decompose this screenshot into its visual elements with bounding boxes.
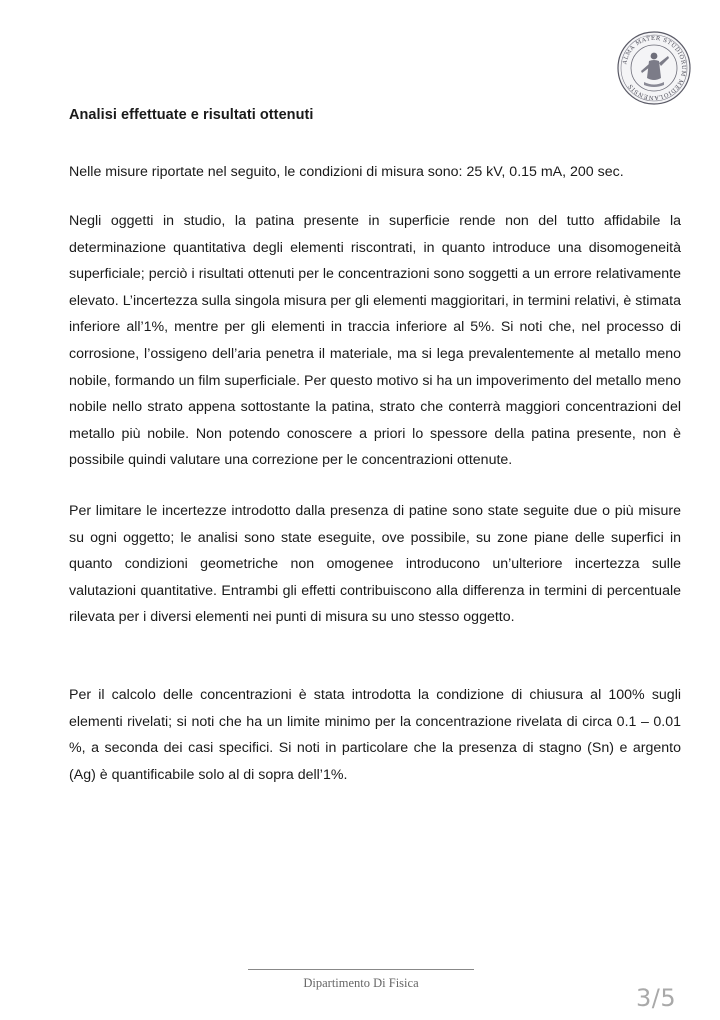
measurement-conditions: Nelle misure riportate nel seguito, le condizioni di misura sono: 25 kV, 0.15 mA, 200 sec.	[69, 164, 624, 180]
paragraph-text: Per il calcolo delle concentrazioni è stata introdotta la condizione di chiusura al 100% sugli elementi rivelati; si noti che ha un limite minimo per la concentrazione rivelata di circa 0.1 – 0.01 %, a seconda dei casi specifici. Si noti in particolare che la presenza di stagno (Sn) e argento (Ag) è quantificabile solo al di sopra dell’1%.	[69, 687, 681, 783]
footer-department: Dipartimento Di Fisica	[303, 976, 419, 990]
paragraph-1	[69, 208, 681, 474]
footer-divider	[248, 969, 474, 970]
paragraph-text: Negli oggetti in studio, la patina presente in superficie rende non del tutto affidabile la determinazione quantitativa degli elementi riscontrati, in quanto introduce una disomogeneità superficiale; perciò i risultati ottenuti per le concentrazioni sono soggetti a un errore relativamente elevato. L’incertezza sulla singola misura per gli elementi maggioritari, in termini relativi, è stimata inferiore all’1%, mentre per gli elementi in traccia inferiore al 5%. Si noti che, nel processo di corrosione, l’ossigeno dell’aria penetra il materiale, ma si lega prevalentemente al metallo meno nobile, formando un film superficiale. Per questo motivo si ha un impoverimento del metallo meno nobile nello strato appena sottostante la patina, strato che conterrà maggiori concentrazioni del metallo più nobile. Non potendo conoscere a priori lo spessore della patina presente, non è possibile quindi valutare una correzione per le concentrazioni ottenute.	[69, 213, 681, 469]
svg-text:ALMA MATER STUDIORUM MEDIOLANE: ALMA MATER STUDIORUM MEDIOLANENSIS	[622, 35, 687, 101]
paragraph-3	[69, 682, 681, 788]
page-indicator: 3/5	[636, 984, 677, 1012]
section-title: Analisi effettuate e risultati ottenuti	[69, 107, 314, 123]
university-seal-logo	[616, 30, 692, 106]
seal-icon	[616, 30, 692, 106]
paragraph-text: Per limitare le incertezze introdotto dalla presenza di patine sono state seguite due o più misure su ogni oggetto; le analisi sono state eseguite, ove possibile, su zone piane delle superfici in quanto condizioni geometriche non omogenee introducono un’ulteriore incertezza sulle valutazioni quantitative. Entrambi gli effetti contribuiscono alla differenza in termini di percentuale rilevata per i diversi elementi nei punti di misura su uno stesso oggetto.	[69, 503, 681, 626]
paragraph-2	[69, 498, 681, 631]
